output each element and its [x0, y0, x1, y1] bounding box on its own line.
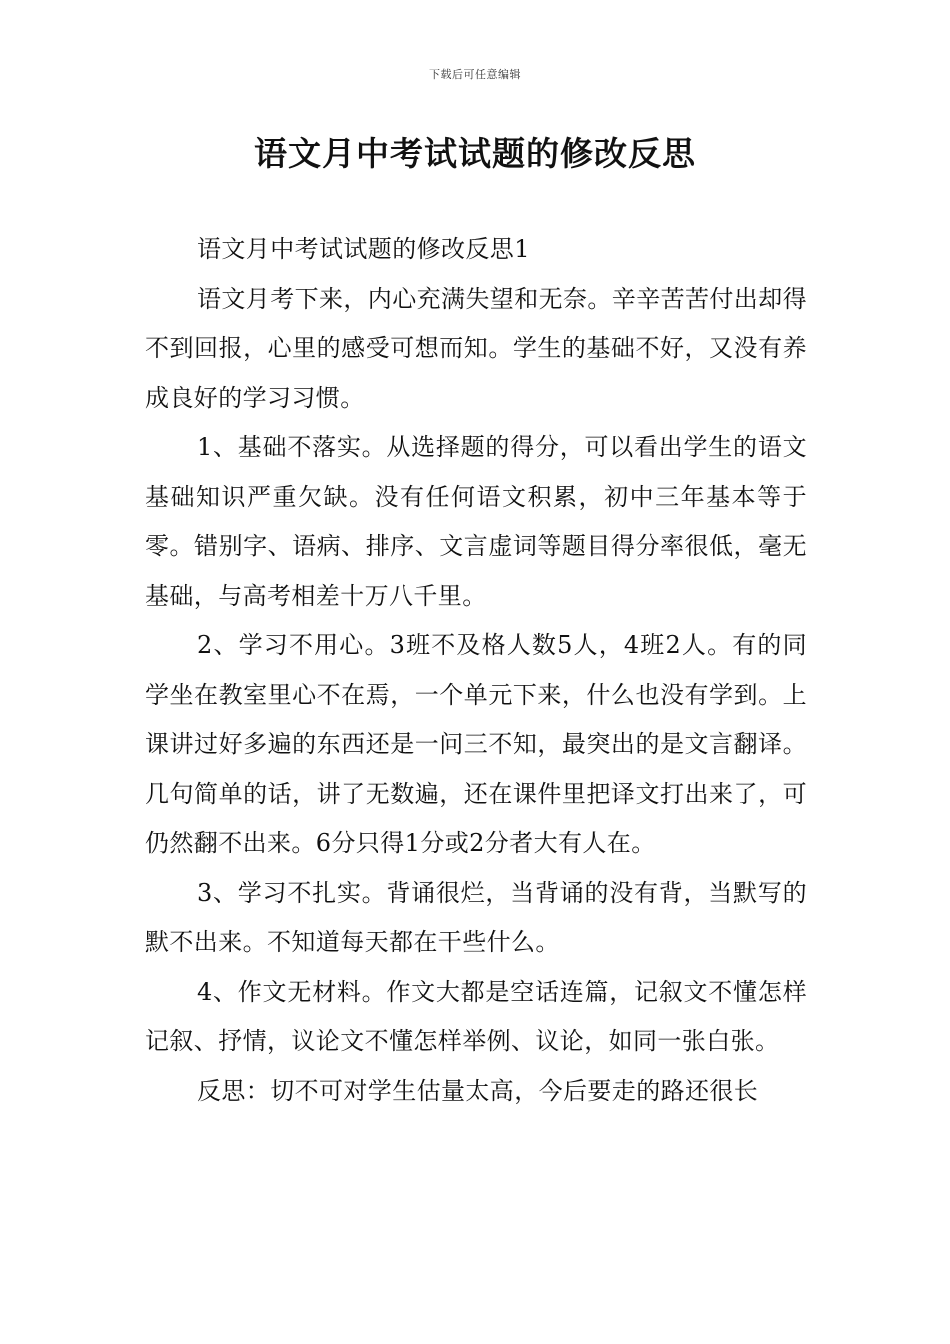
header-note: 下载后可任意编辑	[429, 68, 521, 81]
document-title: 语文月中考试试题的修改反思	[254, 134, 696, 173]
paragraph-subtitle: 语文月中考试试题的修改反思1	[197, 235, 530, 263]
paragraph-point-4: 4、作文无材料。作文大都是空话连篇，记叙文不懂怎样记叙、抒情，议论文不懂怎样举例、议论，如同一张白张。	[145, 977, 807, 1055]
paragraph-point-1: 1、基础不落实。从选择题的得分，可以看出学生的语文基础知识严重欠缺。没有任何语文积累，初中三年基本等于零。错别字、语病、排序、文言虚词等题目得分率很低，毫无基础，与高考相差十万八千里。	[145, 433, 807, 610]
paragraph-point-3: 3、学习不扎实。背诵很烂，当背诵的没有背，当默写的默不出来。不知道每天都在干些什么。	[145, 878, 807, 956]
paragraph-intro: 语文月考下来，内心充满失望和无奈。辛辛苦苦付出却得不到回报，心里的感受可想而知。学生的基础不好，又没有养成良好的学习习惯。	[145, 284, 807, 412]
paragraph-point-2: 2、学习不用心。3班不及格人数5人，4班2人。有的同学坐在教室里心不在焉，一个单元下来，什么也没有学到。上课讲过好多遍的东西还是一问三不知，最突出的是文言翻译。几句简单的话，讲了无数遍，还在课件里把译文打出来了，可仍然翻不出来。6分只得1分或2分者大有人在。	[145, 631, 807, 857]
document-body	[145, 225, 807, 1116]
paragraph-reflection: 反思：切不可对学生估量太高，今后要走的路还很长	[197, 1076, 759, 1105]
